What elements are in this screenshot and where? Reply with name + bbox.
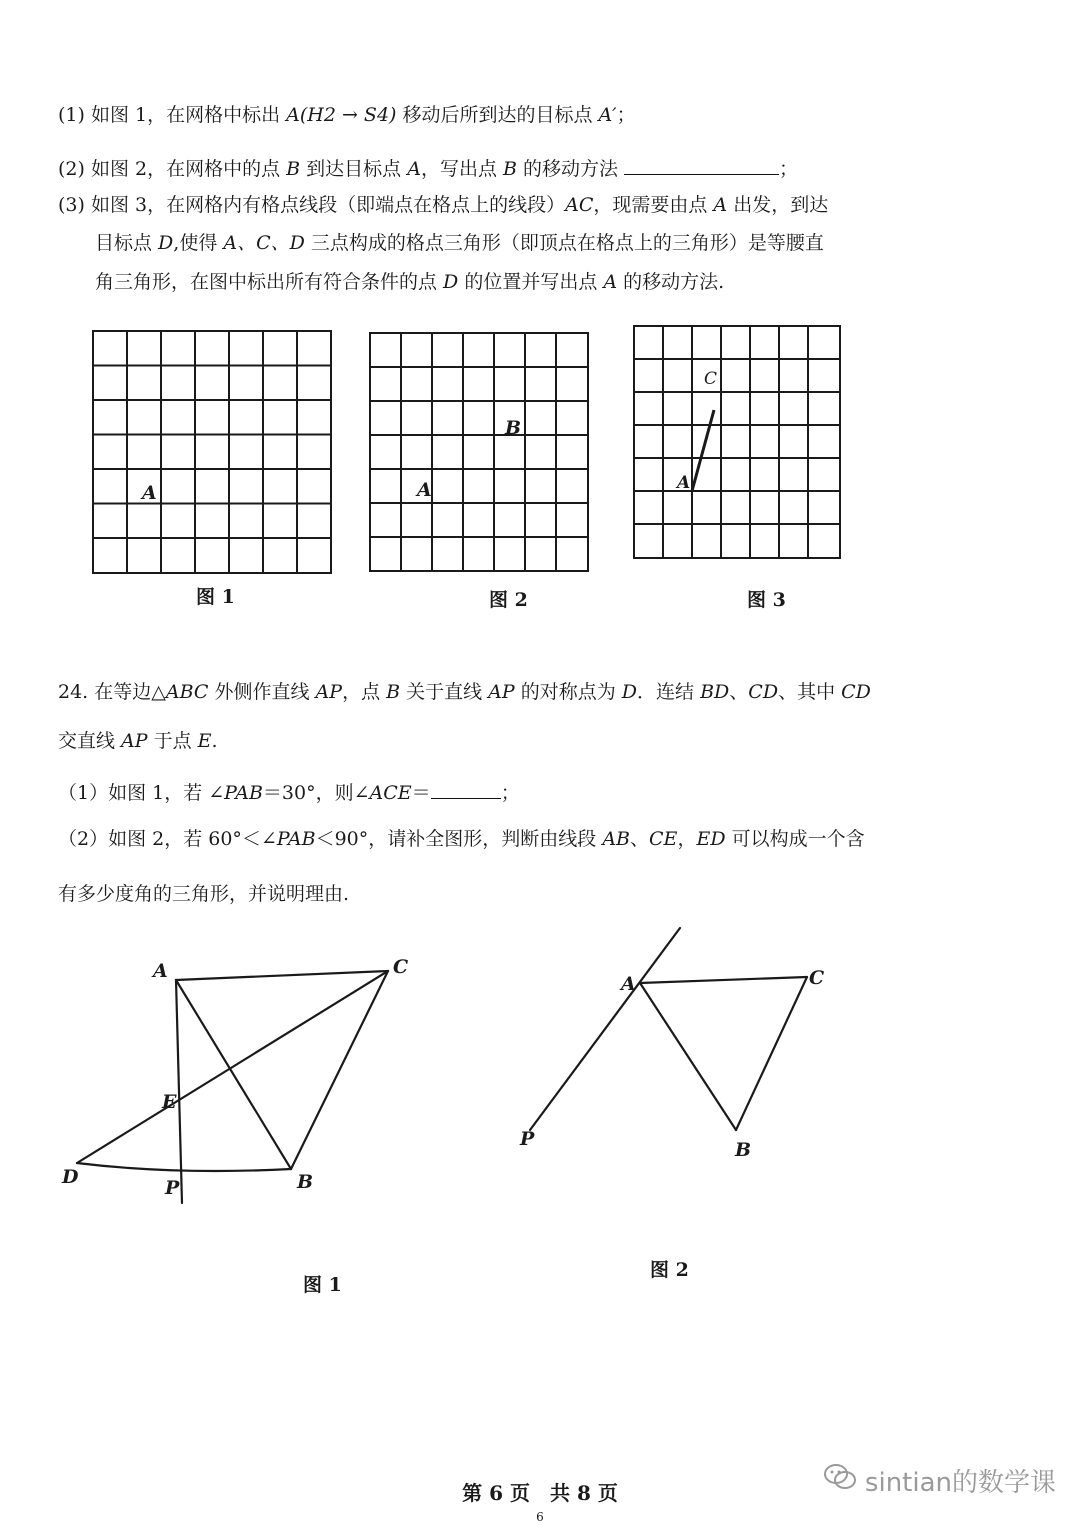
grid-figure-2[interactable] (367, 330, 592, 575)
grid2-point-b-label: B (505, 417, 522, 439)
wechat-icon (823, 1463, 857, 1498)
q23-part2: (2) 如图 2，在网格中的点 B 到达目标点 A，写出点 B 的移动方法 ； (58, 158, 799, 180)
fig1-label-a: A (153, 960, 168, 982)
fig1-label-e: E (162, 1091, 177, 1113)
segment-ab-fig2 (640, 983, 736, 1130)
fig2-label-b: B (735, 1139, 752, 1161)
watermark-text: sintian的数学课 (864, 1468, 1056, 1498)
q24-stem-line2: 交直线 AP 于点 E. (58, 730, 218, 752)
segment-ab-fig1 (176, 980, 291, 1169)
q24-caption-2: 图 2 (650, 1259, 689, 1281)
fig1-label-p: P (165, 1177, 180, 1199)
q24-stem-line1: 24. 在等边△ABC 外侧作直线 AP，点 B 关于直线 AP 的对称点为 D．连结 BD、CD、其中 CD (58, 681, 871, 703)
grid-figure-3[interactable] (630, 322, 845, 562)
q23-part1: (1) 如图 1，在网格中标出 A(H2 → S4) 移动后所到达的目标点 A′； (58, 104, 636, 126)
fig1-label-c: C (393, 956, 409, 978)
q24-part2-line2: 有多少度角的三角形，并说明理由. (58, 883, 350, 905)
fig2-label-a: A (621, 973, 636, 995)
q24-figure-2[interactable] (510, 920, 840, 1170)
answer-blank[interactable] (624, 174, 779, 175)
grid3-point-c-label: C (704, 369, 718, 389)
q23-part3-line3: 角三角形，在图中标出所有符合条件的点 D 的位置并写出点 A 的移动方法. (95, 271, 725, 293)
grid-caption-1: 图 1 (196, 586, 235, 608)
q24-answer-blank[interactable] (431, 798, 501, 799)
line-ap-fig2 (530, 928, 680, 1130)
page-number-small: 6 (536, 1510, 544, 1524)
q24-part1: （1）如图 1，若 ∠PAB＝30°，则∠ACE＝ ； (58, 782, 520, 804)
watermark (823, 1462, 1056, 1499)
fig2-label-c: C (809, 967, 825, 989)
q24-figure-1[interactable] (55, 945, 435, 1215)
segment-db-fig1 (77, 1163, 291, 1171)
grid2-point-a-label: A (417, 479, 432, 501)
grid1-point-a-label: A (142, 482, 157, 504)
grid3-point-a-label: A (677, 473, 691, 493)
page-footer: 第 6 页 共 8 页 (462, 1481, 618, 1505)
segment-ac-fig2 (640, 977, 807, 983)
q24-part2-line1: （2）如图 2，若 60°＜∠PAB＜90°，请补全图形，判断由线段 AB、CE，ED 可以构成一个含 (58, 828, 865, 850)
fig1-label-d: D (62, 1166, 79, 1188)
fig2-label-p: P (520, 1128, 535, 1150)
grid-caption-2: 图 2 (489, 589, 528, 611)
segment-ac-fig1 (176, 971, 388, 980)
grid-caption-3: 图 3 (747, 589, 786, 611)
segment-ac (692, 410, 714, 491)
segment-cb-fig2 (736, 977, 807, 1130)
q23-part3-line2: 目标点 D,使得 A、C、D 三点构成的格点三角形（即顶点在格点上的三角形）是等腰直 (95, 232, 824, 254)
q24-caption-1: 图 1 (303, 1274, 342, 1296)
q23-part3-line1: (3) 如图 3，在网格内有格点线段（即端点在格点上的线段）AC，现需要由点 A 出发，到达 (58, 194, 829, 216)
grid-figure-1[interactable] (90, 328, 335, 576)
fig1-label-b: B (297, 1171, 314, 1193)
